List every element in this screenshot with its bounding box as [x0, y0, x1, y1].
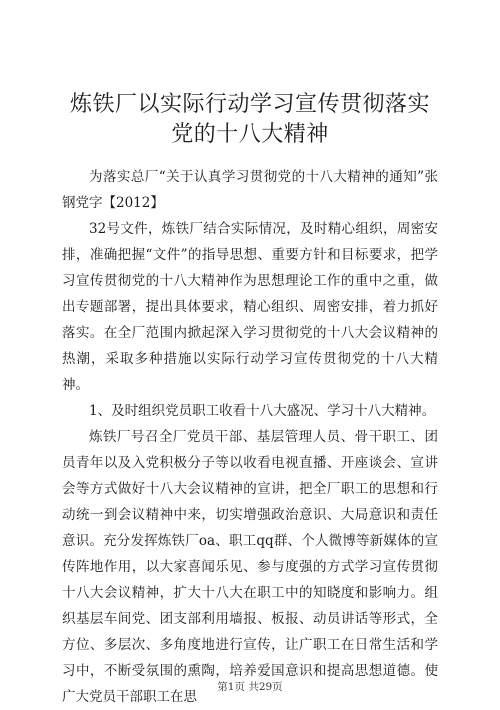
page-footer: 第1页 共29页	[217, 681, 283, 693]
intro-paragraph: 为落实总厂“关于认真学习贯彻党的十八大精神的通知”张钢党字【2012】	[62, 169, 438, 211]
document-title: 炼铁厂以实际行动学习宣传贯彻落实党的十八大精神	[69, 92, 430, 147]
body-paragraph-2: 炼铁厂号召全厂党员干部、基层管理人员、骨干职工、团员青年以及入党积极分子等以收看电视直播、开座谈会、宣讲会等方式做好十八大会议精神的宣讲，把全厂职工的思想和行动统一到会议精神中来，切实增强政治意识、大局意识和责任意识。充分发挥炼铁厂oa、职工qq群、个人微博等新媒体的宣传阵地作用，以大家喜闻乐见、参与度强的方式学习宣传贯彻十八大会议精神，扩大十八大在职工中的知晓度和影响力。组织基层车间党、团支部利用墙报、板报、动员讲话等形式，全方位、多层次、多角度地进行宣传，让广职工在日常生活和学习中，不断受氛围的熏陶，培养爱国意识和提高思想道德。使广大党员干部职工在思	[62, 429, 438, 705]
section-heading-1: 1、及时组织党员职工收看十八大盛况、学习十八大精神。	[89, 403, 436, 419]
body-paragraph-1: 32号文件，炼铁厂结合实际情况，及时精心组织，周密安排，准确把握“文件”的指导思想、重要方针和目标要求，把学习宣传贯彻党的十八大精神作为思想理论工作的重中之重，做出专题部署，提出具体要求，精心组织、周密安排，着力抓好落实。在全厂范围内掀起深入学习贯彻党的十八大会议精神的热潮，采取多种措施以实际行动学习宣传贯彻党的十八大精神。	[62, 221, 438, 393]
